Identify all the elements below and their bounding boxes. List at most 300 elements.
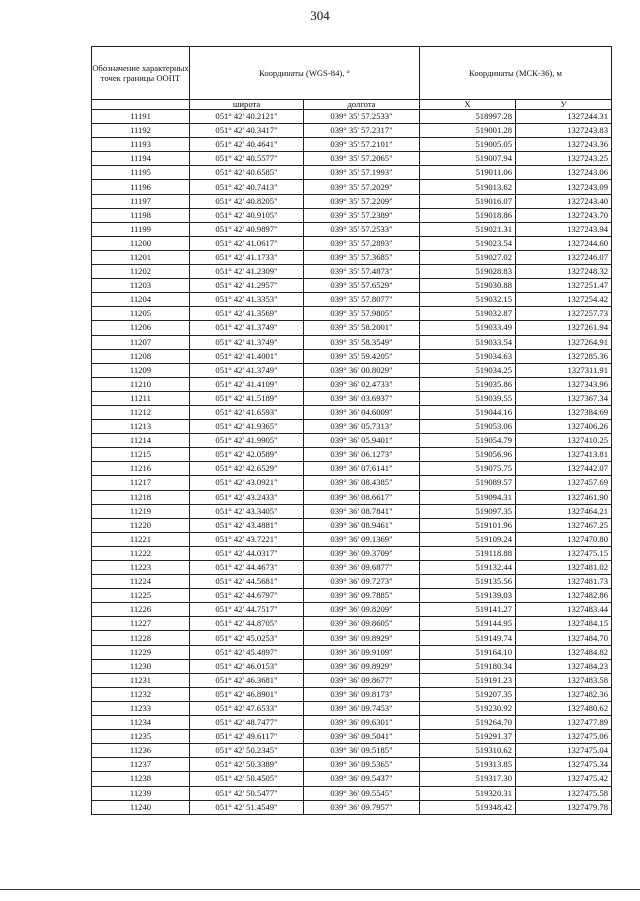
cell-longitude: 039° 36' 09.6301" xyxy=(304,716,420,730)
cell-x: 519191.23 xyxy=(420,673,516,687)
cell-longitude: 039° 35' 57.6529" xyxy=(304,279,420,293)
cell-x: 519313.85 xyxy=(420,758,516,772)
cell-y: 1327254.42 xyxy=(516,293,612,307)
cell-x: 519075.75 xyxy=(420,462,516,476)
cell-point-id: 11192 xyxy=(92,124,190,138)
cell-x: 519001.28 xyxy=(420,124,516,138)
cell-point-id: 11209 xyxy=(92,363,190,377)
cell-point-id: 11208 xyxy=(92,349,190,363)
table-row xyxy=(92,321,612,335)
table-subheader-row xyxy=(92,100,612,110)
cell-point-id: 11235 xyxy=(92,730,190,744)
cell-point-id: 11197 xyxy=(92,194,190,208)
header-longitude: долгота xyxy=(304,100,420,110)
cell-y: 1327410.25 xyxy=(516,434,612,448)
cell-longitude: 039° 35' 57.8077" xyxy=(304,293,420,307)
cell-y: 1327457.69 xyxy=(516,476,612,490)
cell-longitude: 039° 36' 02.4733" xyxy=(304,377,420,391)
cell-x: 519039.55 xyxy=(420,391,516,405)
cell-y: 1327243.40 xyxy=(516,194,612,208)
cell-longitude: 039° 36' 09.8605" xyxy=(304,617,420,631)
table-row xyxy=(92,603,612,617)
cell-point-id: 11206 xyxy=(92,321,190,335)
cell-point-id: 11195 xyxy=(92,166,190,180)
table-row xyxy=(92,659,612,673)
cell-latitude: 051° 42' 44.6797" xyxy=(190,589,304,603)
cell-latitude: 051° 42' 40.9897" xyxy=(190,222,304,236)
table-row xyxy=(92,293,612,307)
cell-longitude: 039° 36' 09.1369" xyxy=(304,532,420,546)
cell-x: 519044.16 xyxy=(420,405,516,419)
cell-latitude: 051° 42' 41.3749" xyxy=(190,335,304,349)
cell-point-id: 11239 xyxy=(92,786,190,800)
cell-y: 1327243.25 xyxy=(516,152,612,166)
cell-longitude: 039° 35' 57.2533" xyxy=(304,110,420,124)
cell-latitude: 051° 42' 43.3405" xyxy=(190,504,304,518)
cell-latitude: 051° 42' 41.3569" xyxy=(190,307,304,321)
cell-latitude: 051° 42' 50.2345" xyxy=(190,744,304,758)
cell-point-id: 11234 xyxy=(92,716,190,730)
table-row xyxy=(92,546,612,560)
cell-x: 519317.30 xyxy=(420,772,516,786)
cell-y: 1327483.44 xyxy=(516,603,612,617)
cell-point-id: 11191 xyxy=(92,110,190,124)
cell-x: 519264.70 xyxy=(420,716,516,730)
cell-point-id: 11193 xyxy=(92,138,190,152)
cell-longitude: 039° 35' 57.2101" xyxy=(304,138,420,152)
cell-latitude: 051° 42' 43.2433" xyxy=(190,490,304,504)
header-x: X xyxy=(420,100,516,110)
table-row xyxy=(92,180,612,194)
header-empty-cell xyxy=(92,100,190,110)
table-body xyxy=(92,110,612,815)
cell-y: 1327243.94 xyxy=(516,222,612,236)
cell-latitude: 051° 42' 41.4001" xyxy=(190,349,304,363)
cell-latitude: 051° 42' 40.8205" xyxy=(190,194,304,208)
cell-point-id: 11223 xyxy=(92,561,190,575)
cell-point-id: 11225 xyxy=(92,589,190,603)
cell-point-id: 11232 xyxy=(92,687,190,701)
cell-latitude: 051° 42' 45.0253" xyxy=(190,631,304,645)
cell-latitude: 051° 42' 41.2309" xyxy=(190,265,304,279)
cell-latitude: 051° 42' 40.4641" xyxy=(190,138,304,152)
cell-x: 519320.31 xyxy=(420,786,516,800)
bottom-rule xyxy=(0,889,640,890)
table-row xyxy=(92,434,612,448)
cell-latitude: 051° 42' 44.7517" xyxy=(190,603,304,617)
cell-point-id: 11211 xyxy=(92,391,190,405)
table-row xyxy=(92,631,612,645)
cell-point-id: 11227 xyxy=(92,617,190,631)
table-row xyxy=(92,265,612,279)
cell-x: 519005.05 xyxy=(420,138,516,152)
cell-longitude: 039° 36' 07.6141" xyxy=(304,462,420,476)
cell-y: 1327243.09 xyxy=(516,180,612,194)
cell-x: 519141.27 xyxy=(420,603,516,617)
cell-longitude: 039° 36' 00.8029" xyxy=(304,363,420,377)
cell-longitude: 039° 35' 59.4205" xyxy=(304,349,420,363)
cell-longitude: 039° 36' 09.7957" xyxy=(304,800,420,814)
cell-longitude: 039° 35' 57.2065" xyxy=(304,152,420,166)
table-row xyxy=(92,575,612,589)
cell-latitude: 051° 42' 41.4109" xyxy=(190,377,304,391)
cell-point-id: 11210 xyxy=(92,377,190,391)
cell-latitude: 051° 42' 41.3749" xyxy=(190,363,304,377)
cell-longitude: 039° 35' 57.3685" xyxy=(304,250,420,264)
cell-point-id: 11220 xyxy=(92,518,190,532)
cell-x: 519094.31 xyxy=(420,490,516,504)
cell-x: 519118.88 xyxy=(420,546,516,560)
cell-y: 1327475.15 xyxy=(516,546,612,560)
cell-longitude: 039° 36' 03.6937" xyxy=(304,391,420,405)
cell-longitude: 039° 36' 09.8929" xyxy=(304,631,420,645)
cell-y: 1327244.31 xyxy=(516,110,612,124)
cell-point-id: 11200 xyxy=(92,236,190,250)
cell-x: 519018.86 xyxy=(420,208,516,222)
cell-longitude: 039° 35' 57.2317" xyxy=(304,124,420,138)
cell-longitude: 039° 35' 57.2029" xyxy=(304,180,420,194)
cell-y: 1327261.94 xyxy=(516,321,612,335)
cell-x: 519310.62 xyxy=(420,744,516,758)
cell-y: 1327384.69 xyxy=(516,405,612,419)
cell-longitude: 039° 35' 57.1993" xyxy=(304,166,420,180)
table-row xyxy=(92,673,612,687)
table-row xyxy=(92,124,612,138)
cell-point-id: 11205 xyxy=(92,307,190,321)
cell-point-id: 11222 xyxy=(92,546,190,560)
cell-y: 1327480.62 xyxy=(516,701,612,715)
cell-point-id: 11217 xyxy=(92,476,190,490)
cell-y: 1327475.34 xyxy=(516,758,612,772)
table-row xyxy=(92,152,612,166)
table-row xyxy=(92,335,612,349)
cell-latitude: 051° 42' 40.7413" xyxy=(190,180,304,194)
table-row xyxy=(92,645,612,659)
cell-x: 519180.34 xyxy=(420,659,516,673)
cell-longitude: 039° 35' 57.2209" xyxy=(304,194,420,208)
table-row xyxy=(92,561,612,575)
cell-longitude: 039° 36' 09.6877" xyxy=(304,561,420,575)
cell-x: 519011.06 xyxy=(420,166,516,180)
cell-x: 519032.15 xyxy=(420,293,516,307)
cell-x: 519291.37 xyxy=(420,730,516,744)
cell-latitude: 051° 42' 41.9365" xyxy=(190,420,304,434)
cell-y: 1327243.70 xyxy=(516,208,612,222)
table-header-row xyxy=(92,47,612,100)
cell-latitude: 051° 42' 45.4897" xyxy=(190,645,304,659)
table-row xyxy=(92,166,612,180)
cell-x: 519030.88 xyxy=(420,279,516,293)
cell-y: 1327406.26 xyxy=(516,420,612,434)
cell-x: 519132.44 xyxy=(420,561,516,575)
cell-latitude: 051° 42' 41.9905" xyxy=(190,434,304,448)
cell-x: 519149.74 xyxy=(420,631,516,645)
cell-x: 519013.62 xyxy=(420,180,516,194)
table-row xyxy=(92,208,612,222)
cell-latitude: 051° 42' 44.8705" xyxy=(190,617,304,631)
table-row xyxy=(92,518,612,532)
table-row xyxy=(92,279,612,293)
cell-latitude: 051° 42' 47.6533" xyxy=(190,701,304,715)
cell-y: 1327251.47 xyxy=(516,279,612,293)
table-row xyxy=(92,110,612,124)
cell-point-id: 11233 xyxy=(92,701,190,715)
table-row xyxy=(92,363,612,377)
cell-longitude: 039° 35' 57.9805" xyxy=(304,307,420,321)
cell-x: 519089.57 xyxy=(420,476,516,490)
cell-latitude: 051° 42' 41.0617" xyxy=(190,236,304,250)
cell-latitude: 051° 42' 50.4505" xyxy=(190,772,304,786)
cell-latitude: 051° 42' 41.6593" xyxy=(190,405,304,419)
table-row xyxy=(92,786,612,800)
cell-point-id: 11231 xyxy=(92,673,190,687)
table-row xyxy=(92,758,612,772)
cell-point-id: 11228 xyxy=(92,631,190,645)
cell-y: 1327479.78 xyxy=(516,800,612,814)
cell-point-id: 11199 xyxy=(92,222,190,236)
header-wgs84: Координаты (WGS-84), ° xyxy=(190,47,420,100)
cell-point-id: 11224 xyxy=(92,575,190,589)
cell-longitude: 039° 36' 04.6009" xyxy=(304,405,420,419)
table-row xyxy=(92,490,612,504)
cell-y: 1327483.58 xyxy=(516,673,612,687)
cell-point-id: 11240 xyxy=(92,800,190,814)
cell-longitude: 039° 35' 58.3549" xyxy=(304,335,420,349)
cell-point-id: 11230 xyxy=(92,659,190,673)
cell-longitude: 039° 36' 09.8677" xyxy=(304,673,420,687)
cell-y: 1327481.73 xyxy=(516,575,612,589)
cell-x: 519028.83 xyxy=(420,265,516,279)
cell-y: 1327477.89 xyxy=(516,716,612,730)
cell-latitude: 051° 42' 41.1733" xyxy=(190,250,304,264)
cell-longitude: 039° 36' 09.7885" xyxy=(304,589,420,603)
table-row xyxy=(92,420,612,434)
cell-longitude: 039° 36' 05.9401" xyxy=(304,434,420,448)
cell-latitude: 051° 42' 41.3749" xyxy=(190,321,304,335)
table-row xyxy=(92,222,612,236)
table-row xyxy=(92,504,612,518)
cell-x: 519097.35 xyxy=(420,504,516,518)
cell-x: 519207.35 xyxy=(420,687,516,701)
cell-point-id: 11204 xyxy=(92,293,190,307)
cell-latitude: 051° 42' 46.8901" xyxy=(190,687,304,701)
cell-y: 1327285.36 xyxy=(516,349,612,363)
cell-longitude: 039° 36' 09.9109" xyxy=(304,645,420,659)
table-row xyxy=(92,476,612,490)
cell-longitude: 039° 36' 09.7273" xyxy=(304,575,420,589)
cell-longitude: 039° 36' 09.5365" xyxy=(304,758,420,772)
cell-point-id: 11212 xyxy=(92,405,190,419)
cell-latitude: 051° 42' 40.3417" xyxy=(190,124,304,138)
table-row xyxy=(92,391,612,405)
cell-y: 1327264.91 xyxy=(516,335,612,349)
cell-longitude: 039° 36' 09.8209" xyxy=(304,603,420,617)
cell-point-id: 11238 xyxy=(92,772,190,786)
cell-x: 519144.95 xyxy=(420,617,516,631)
cell-x: 519027.02 xyxy=(420,250,516,264)
cell-latitude: 051° 42' 44.5681" xyxy=(190,575,304,589)
cell-point-id: 11236 xyxy=(92,744,190,758)
table-row xyxy=(92,138,612,152)
cell-x: 519135.56 xyxy=(420,575,516,589)
cell-longitude: 039° 35' 57.2893" xyxy=(304,236,420,250)
cell-x: 518997.28 xyxy=(420,110,516,124)
cell-point-id: 11237 xyxy=(92,758,190,772)
header-point-designation xyxy=(92,47,190,100)
cell-point-id: 11194 xyxy=(92,152,190,166)
cell-y: 1327484.15 xyxy=(516,617,612,631)
cell-x: 519054.79 xyxy=(420,434,516,448)
cell-y: 1327343.96 xyxy=(516,377,612,391)
cell-longitude: 039° 36' 09.5545" xyxy=(304,786,420,800)
cell-latitude: 051° 42' 41.5189" xyxy=(190,391,304,405)
coordinates-table xyxy=(91,46,612,815)
cell-latitude: 051° 42' 43.4881" xyxy=(190,518,304,532)
cell-latitude: 051° 42' 46.0153" xyxy=(190,659,304,673)
cell-y: 1327248.32 xyxy=(516,265,612,279)
cell-x: 519139.03 xyxy=(420,589,516,603)
cell-y: 1327413.81 xyxy=(516,448,612,462)
table-row xyxy=(92,744,612,758)
header-y: У xyxy=(516,100,612,110)
table-row xyxy=(92,800,612,814)
cell-point-id: 11219 xyxy=(92,504,190,518)
cell-latitude: 051° 42' 40.9105" xyxy=(190,208,304,222)
cell-latitude: 051° 42' 43.0921" xyxy=(190,476,304,490)
cell-y: 1327484.70 xyxy=(516,631,612,645)
table-row xyxy=(92,730,612,744)
cell-longitude: 039° 35' 57.2533" xyxy=(304,222,420,236)
cell-longitude: 039° 36' 09.8173" xyxy=(304,687,420,701)
cell-y: 1327484.23 xyxy=(516,659,612,673)
cell-x: 519034.63 xyxy=(420,349,516,363)
cell-y: 1327475.06 xyxy=(516,730,612,744)
cell-x: 519230.92 xyxy=(420,701,516,715)
table-row xyxy=(92,448,612,462)
cell-y: 1327464.21 xyxy=(516,504,612,518)
cell-longitude: 039° 36' 09.5041" xyxy=(304,730,420,744)
header-point-label: Обозначение характерных точек границы ООПТ xyxy=(92,62,189,83)
table-row xyxy=(92,617,612,631)
cell-longitude: 039° 36' 05.7313" xyxy=(304,420,420,434)
cell-point-id: 11213 xyxy=(92,420,190,434)
cell-latitude: 051° 42' 40.6585" xyxy=(190,166,304,180)
cell-longitude: 039° 36' 08.7841" xyxy=(304,504,420,518)
table-row xyxy=(92,349,612,363)
cell-latitude: 051° 42' 50.5477" xyxy=(190,786,304,800)
table-row xyxy=(92,687,612,701)
cell-x: 519033.54 xyxy=(420,335,516,349)
cell-y: 1327246.07 xyxy=(516,250,612,264)
cell-point-id: 11215 xyxy=(92,448,190,462)
cell-latitude: 051° 42' 42.6529" xyxy=(190,462,304,476)
cell-latitude: 051° 42' 50.3389" xyxy=(190,758,304,772)
cell-longitude: 039° 35' 58.2001" xyxy=(304,321,420,335)
cell-latitude: 051° 42' 51.4549" xyxy=(190,800,304,814)
page-number: 304 xyxy=(310,8,330,23)
cell-x: 519109.24 xyxy=(420,532,516,546)
cell-y: 1327484.82 xyxy=(516,645,612,659)
cell-x: 519021.31 xyxy=(420,222,516,236)
header-latitude: широта xyxy=(190,100,304,110)
cell-latitude: 051° 42' 48.7477" xyxy=(190,716,304,730)
cell-y: 1327442.07 xyxy=(516,462,612,476)
cell-point-id: 11221 xyxy=(92,532,190,546)
cell-longitude: 039° 35' 57.4873" xyxy=(304,265,420,279)
cell-x: 519007.94 xyxy=(420,152,516,166)
cell-point-id: 11216 xyxy=(92,462,190,476)
cell-latitude: 051° 42' 49.6117" xyxy=(190,730,304,744)
cell-y: 1327475.42 xyxy=(516,772,612,786)
cell-point-id: 11203 xyxy=(92,279,190,293)
cell-latitude: 051° 42' 42.0589" xyxy=(190,448,304,462)
cell-point-id: 11198 xyxy=(92,208,190,222)
cell-point-id: 11229 xyxy=(92,645,190,659)
cell-y: 1327467.25 xyxy=(516,518,612,532)
cell-point-id: 11218 xyxy=(92,490,190,504)
cell-longitude: 039° 35' 57.2389" xyxy=(304,208,420,222)
cell-longitude: 039° 36' 06.1273" xyxy=(304,448,420,462)
cell-longitude: 039° 36' 09.7453" xyxy=(304,701,420,715)
cell-latitude: 051° 42' 44.4673" xyxy=(190,561,304,575)
table-row xyxy=(92,772,612,786)
cell-x: 519034.25 xyxy=(420,363,516,377)
cell-longitude: 039° 36' 09.3709" xyxy=(304,546,420,560)
cell-latitude: 051° 42' 44.0317" xyxy=(190,546,304,560)
table-row xyxy=(92,307,612,321)
cell-y: 1327475.04 xyxy=(516,744,612,758)
cell-longitude: 039° 36' 08.9461" xyxy=(304,518,420,532)
cell-y: 1327475.58 xyxy=(516,786,612,800)
cell-y: 1327482.36 xyxy=(516,687,612,701)
cell-longitude: 039° 36' 09.5185" xyxy=(304,744,420,758)
table-row xyxy=(92,701,612,715)
cell-x: 519023.54 xyxy=(420,236,516,250)
cell-x: 519101.96 xyxy=(420,518,516,532)
cell-y: 1327461.90 xyxy=(516,490,612,504)
table-row xyxy=(92,236,612,250)
cell-x: 519016.07 xyxy=(420,194,516,208)
cell-y: 1327244.60 xyxy=(516,236,612,250)
cell-latitude: 051° 42' 41.2957" xyxy=(190,279,304,293)
cell-x: 519035.86 xyxy=(420,377,516,391)
cell-x: 519348.42 xyxy=(420,800,516,814)
cell-latitude: 051° 42' 46.3681" xyxy=(190,673,304,687)
cell-x: 519053.06 xyxy=(420,420,516,434)
cell-latitude: 051° 42' 43.7221" xyxy=(190,532,304,546)
table-row xyxy=(92,462,612,476)
header-msk36: Координаты (МСК-36), м xyxy=(420,47,612,100)
table-row xyxy=(92,532,612,546)
cell-point-id: 11207 xyxy=(92,335,190,349)
cell-latitude: 051° 42' 40.2121" xyxy=(190,110,304,124)
cell-longitude: 039° 36' 08.6617" xyxy=(304,490,420,504)
cell-longitude: 039° 36' 09.5437" xyxy=(304,772,420,786)
cell-x: 519032.87 xyxy=(420,307,516,321)
table-row xyxy=(92,589,612,603)
cell-point-id: 11214 xyxy=(92,434,190,448)
table-row xyxy=(92,250,612,264)
cell-latitude: 051° 42' 40.5577" xyxy=(190,152,304,166)
table-row xyxy=(92,716,612,730)
cell-point-id: 11196 xyxy=(92,180,190,194)
cell-point-id: 11226 xyxy=(92,603,190,617)
cell-longitude: 039° 36' 09.8929" xyxy=(304,659,420,673)
cell-y: 1327243.83 xyxy=(516,124,612,138)
cell-longitude: 039° 36' 08.4385" xyxy=(304,476,420,490)
cell-y: 1327470.80 xyxy=(516,532,612,546)
cell-y: 1327243.36 xyxy=(516,138,612,152)
